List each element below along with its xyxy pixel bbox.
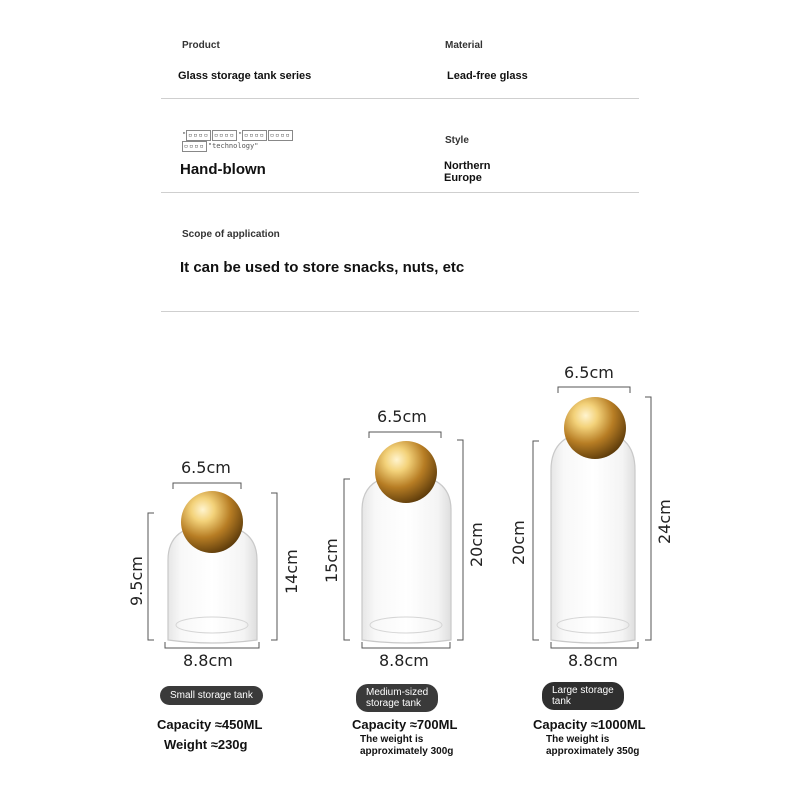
total-height-label: 24cm	[655, 499, 674, 544]
scope-value: It can be used to store snacks, nuts, etc	[180, 259, 465, 276]
large-jar	[551, 397, 635, 643]
small-jar	[168, 491, 257, 643]
large-tank-badge	[542, 682, 624, 710]
small-tank-badge: Small storage tank	[160, 686, 263, 705]
technology-tag: " ▫▫▫▫ ▫▫▫▫ " ▫▫▫▫ ▫▫▫▫ ▫▫▫▫ "technology"	[182, 131, 291, 150]
technology-value: Hand-blown	[180, 161, 266, 178]
lid-width-label: 6.5cm	[181, 458, 231, 477]
style-label: Style	[445, 135, 469, 146]
lid-width-label: 6.5cm	[564, 363, 614, 382]
body-height-label: 15cm	[322, 538, 341, 583]
badge-line1: Large storage	[552, 685, 614, 696]
material-value: Lead-free glass	[447, 70, 528, 82]
weight-line1: The weight is	[360, 734, 424, 745]
material-label: Material	[445, 40, 483, 51]
medium-capacity: Capacity ≈700ML	[352, 717, 458, 732]
total-height-label: 20cm	[467, 522, 486, 567]
weight-line1: The weight is	[546, 734, 610, 745]
body-height-label: 9.5cm	[127, 556, 146, 606]
small-weight: Weight ≈230g	[164, 737, 248, 752]
medium-weight	[360, 734, 453, 758]
large-weight	[546, 734, 639, 758]
style-value-line1: Northern	[444, 160, 491, 172]
style-value-line2: Europe	[444, 172, 482, 184]
base-width-label: 8.8cm	[183, 651, 233, 670]
weight-line2: approximately 300g	[360, 746, 454, 757]
total-height-label: 14cm	[282, 549, 301, 594]
body-height-label: 20cm	[509, 520, 528, 565]
medium-jar	[362, 441, 451, 643]
weight-line2: approximately 350g	[546, 746, 640, 757]
product-label: Product	[182, 40, 220, 51]
badge-line2: storage tank	[366, 698, 422, 709]
lid-width-label: 6.5cm	[377, 407, 427, 426]
small-capacity: Capacity ≈450ML	[157, 717, 263, 732]
scope-label: Scope of application	[182, 229, 280, 240]
badge-line2: tank	[552, 696, 571, 707]
base-width-label: 8.8cm	[379, 651, 429, 670]
medium-tank-badge	[356, 684, 438, 712]
product-value: Glass storage tank series	[178, 70, 312, 82]
base-width-label: 8.8cm	[568, 651, 618, 670]
large-capacity: Capacity ≈1000ML	[533, 717, 646, 732]
badge-line1: Medium-sized	[366, 687, 429, 698]
technology-tag-text: "technology"	[207, 142, 259, 150]
